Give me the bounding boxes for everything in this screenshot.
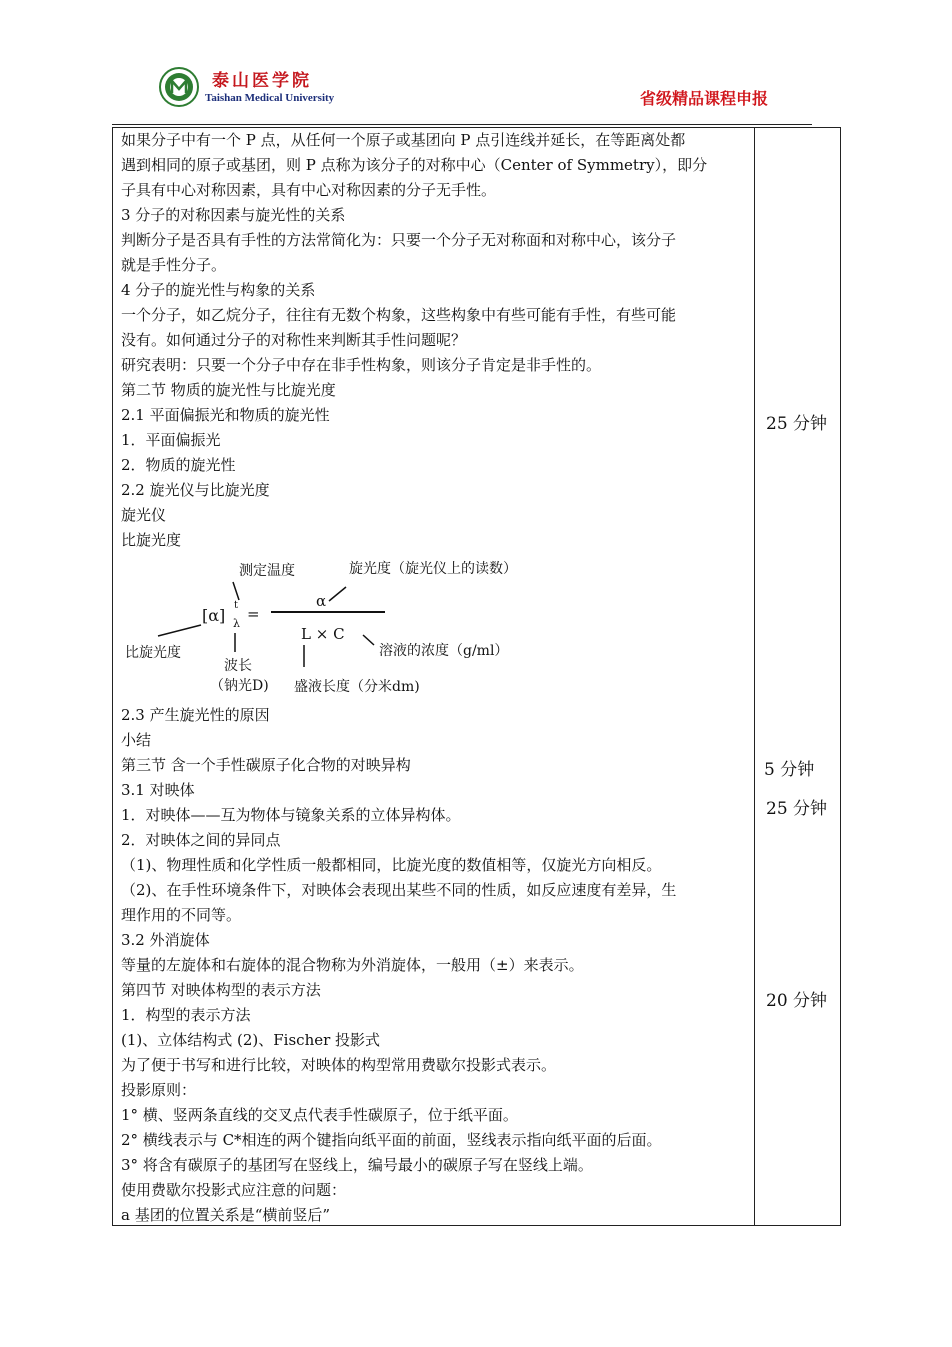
report-title: 省级精品课程申报 bbox=[640, 89, 769, 108]
tube-length-label: 盛液长度（分米dm) bbox=[294, 679, 420, 695]
text-line: 3° 将含有碳原子的基团写在竖线上，编号最小的碳原子写在竖线上端。 bbox=[121, 1156, 593, 1174]
text-line: 遇到相同的原子或基团，则 P 点称为该分子的对称中心（Center of Symmetry），即分 bbox=[121, 156, 708, 174]
rotation-label: 旋光度（旋光仪上的读数） bbox=[349, 561, 517, 577]
formula-sup: t bbox=[234, 600, 239, 611]
header-divider bbox=[112, 124, 812, 125]
text-line: 2.1 平面偏振光和物质的旋光性 bbox=[121, 406, 330, 424]
text-line: 2．对映体之间的异同点 bbox=[121, 831, 281, 849]
text-line: 比旋光度 bbox=[121, 531, 182, 549]
text-line: 没有。如何通过分子的对称性来判断其手性问题呢？ bbox=[121, 331, 467, 349]
university-seal-logo bbox=[159, 67, 199, 107]
wavelength-label: 波长 bbox=[224, 658, 252, 674]
text-line: 判断分子是否具有手性的方法常简化为：只要一个分子无对称面和对称中心，该分子 bbox=[121, 231, 677, 249]
sodium-label: （钠光D) bbox=[210, 678, 269, 694]
text-line: 小结 bbox=[121, 731, 152, 749]
school-name-cn: 泰山医学院 bbox=[212, 71, 312, 91]
text-line: 1．构型的表示方法 bbox=[121, 1006, 251, 1024]
text-line: 3.2 外消旋体 bbox=[121, 931, 210, 949]
text-line: 3.1 对映体 bbox=[121, 781, 195, 799]
time-slot: 25 分钟 bbox=[766, 414, 828, 434]
text-line: （2)、在手性环境条件下，对映体会表现出某些不同的性质，如反应速度有差异，生 bbox=[121, 881, 677, 899]
text-line: 等量的左旋体和右旋体的混合物称为外消旋体，一般用（±）来表示。 bbox=[121, 956, 584, 974]
time-slot: 25 分钟 bbox=[766, 799, 828, 819]
table-column-divider bbox=[754, 127, 755, 1226]
text-line: 第四节 对映体构型的表示方法 bbox=[121, 981, 321, 999]
text-line: 为了便于书写和进行比较，对映体的构型常用费歇尔投影式表示。 bbox=[121, 1056, 557, 1074]
text-line: 就是手性分子。 bbox=[121, 256, 227, 274]
school-name-en: Taishan Medical University bbox=[205, 92, 335, 104]
page-header bbox=[0, 0, 952, 126]
text-line: 第二节 物质的旋光性与比旋光度 bbox=[121, 381, 336, 399]
text-line: 一个分子，如乙烷分子，往往有无数个构象，这些构象中有些可能有手性，有些可能 bbox=[121, 306, 677, 324]
text-line: 4 分子的旋光性与构象的关系 bbox=[121, 281, 316, 299]
formula-denominator: L × C bbox=[301, 625, 345, 643]
text-line: 第三节 含一个手性碳原子化合物的对映异构 bbox=[121, 756, 411, 774]
specific-rotation-label: 比旋光度 bbox=[125, 645, 181, 661]
text-line: 旋光仪 bbox=[121, 506, 167, 524]
text-line: 1．对映体——互为物体与镜象关系的立体异构体。 bbox=[121, 806, 461, 824]
text-line: 投影原则： bbox=[121, 1081, 197, 1099]
formula-sub: λ bbox=[233, 617, 240, 630]
text-line: 2．物质的旋光性 bbox=[121, 456, 236, 474]
time-slot: 20 分钟 bbox=[766, 991, 828, 1011]
text-line: 2.3 产生旋光性的原因 bbox=[121, 706, 270, 724]
temp-label: 测定温度 bbox=[239, 563, 295, 579]
text-line: 使用费歇尔投影式应注意的问题： bbox=[121, 1181, 347, 1199]
specific-rotation-formula bbox=[121, 555, 581, 700]
text-line: （1)、物理性质和化学性质一般都相同，比旋光度的数值相等，仅旋光方向相反。 bbox=[121, 856, 662, 874]
concentration-label: 溶液的浓度（g/ml） bbox=[379, 643, 509, 659]
text-line: 1．平面偏振光 bbox=[121, 431, 221, 449]
formula-equals: = bbox=[247, 605, 260, 623]
text-line: 子具有中心对称因素，具有中心对称因素的分子无手性。 bbox=[121, 181, 497, 199]
text-line: (1)、立体结构式 (2)、Fischer 投影式 bbox=[121, 1031, 381, 1049]
text-line: 2.2 旋光仪与比旋光度 bbox=[121, 481, 270, 499]
formula-lhs: [α] bbox=[202, 606, 226, 625]
text-line: 如果分子中有一个 P 点，从任何一个原子或基团向 P 点引连线并延长，在等距离处都 bbox=[121, 131, 686, 149]
time-slot: 5 分钟 bbox=[764, 760, 815, 780]
text-line: 研究表明：只要一个分子中存在非手性构象，则该分子肯定是非手性的。 bbox=[121, 356, 602, 374]
formula-numerator: α bbox=[316, 592, 327, 610]
text-line: a 基团的位置关系是“横前竖后” bbox=[121, 1206, 331, 1224]
text-line: 3 分子的对称因素与旋光性的关系 bbox=[121, 206, 346, 224]
text-line: 1° 横、竖两条直线的交叉点代表手性碳原子，位于纸平面。 bbox=[121, 1106, 518, 1124]
text-line: 理作用的不同等。 bbox=[121, 906, 242, 924]
text-line: 2° 横线表示与 C*相连的两个键指向纸平面的前面，竖线表示指向纸平面的后面。 bbox=[121, 1131, 662, 1149]
